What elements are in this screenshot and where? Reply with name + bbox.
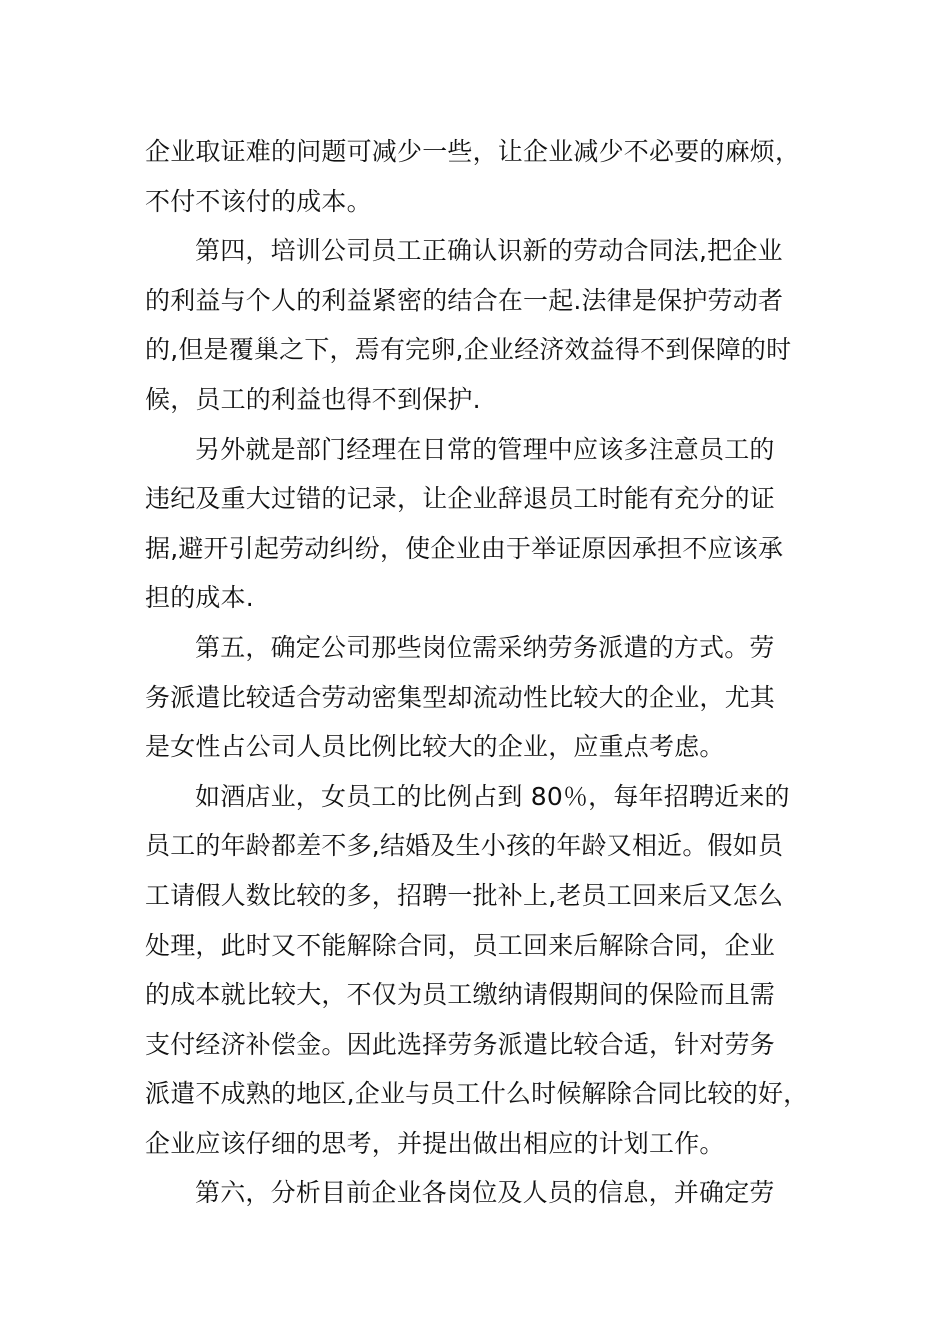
text-line: 是女性占公司人员比例比较大的企业，应重点考虑。 [145,732,725,762]
text-line: 的,但是覆巢之下，焉有完卵,企业经济效益得不到保障的时 [145,335,792,365]
paragraph-start-line: 第五，确定公司那些岗位需采纳劳务派遣的方式。劳 [195,632,775,662]
text-line: 违纪及重大过错的记录，让企业辞退员工时能有充分的证 [145,484,776,514]
text-line: 处理，此时又不能解除合同，员工回来后解除合同，企业 [145,930,776,960]
paragraph-start-line: 第六，分析目前企业各岗位及人员的信息，并确定劳 [195,1178,775,1208]
paragraph-start-line: 第四，培训公司员工正确认识新的劳动合同法,把企业 [195,236,783,266]
paragraph-start-line: 如酒店业，女员工的比例占到 80％，每年招聘近来的 [195,781,790,811]
text-line: 派遣不成熟的地区,企业与员工什么时候解除合同比较的好， [145,1079,809,1109]
text-line: 不付不该付的成本。 [145,186,372,216]
text-line: 务派遣比较适合劳动密集型却流动性比较大的企业，尤其 [145,682,776,712]
text-line: 候，员工的利益也得不到保护. [145,384,481,414]
text-line: 工请假人数比较的多，招聘一批补上,老员工回来后又怎么 [145,880,784,910]
text-line: 据,避开引起劳动纠纷，使企业由于举证原因承担不应该承 [145,533,784,563]
text-line: 的成本就比较大，不仅为员工缴纳请假期间的保险而且需 [145,980,776,1010]
paragraph-start-line: 另外就是部门经理在日常的管理中应该多注意员工的 [195,434,775,464]
text-line: 的利益与个人的利益紧密的结合在一起.法律是保护劳动者 [145,285,784,315]
text-line: 支付经济补偿金。因此选择劳务派遣比较合适，针对劳务 [145,1029,776,1059]
text-line: 员工的年龄都差不多,结婚及生小孩的年龄又相近。假如员 [145,831,784,861]
text-line: 企业应该仔细的思考，并提出做出相应的计划工作。 [145,1128,725,1158]
text-line: 担的成本. [145,583,254,613]
document-body [145,127,809,1218]
text-line: 企业取证难的问题可减少一些，让企业减少不必要的麻烦， [145,137,801,166]
